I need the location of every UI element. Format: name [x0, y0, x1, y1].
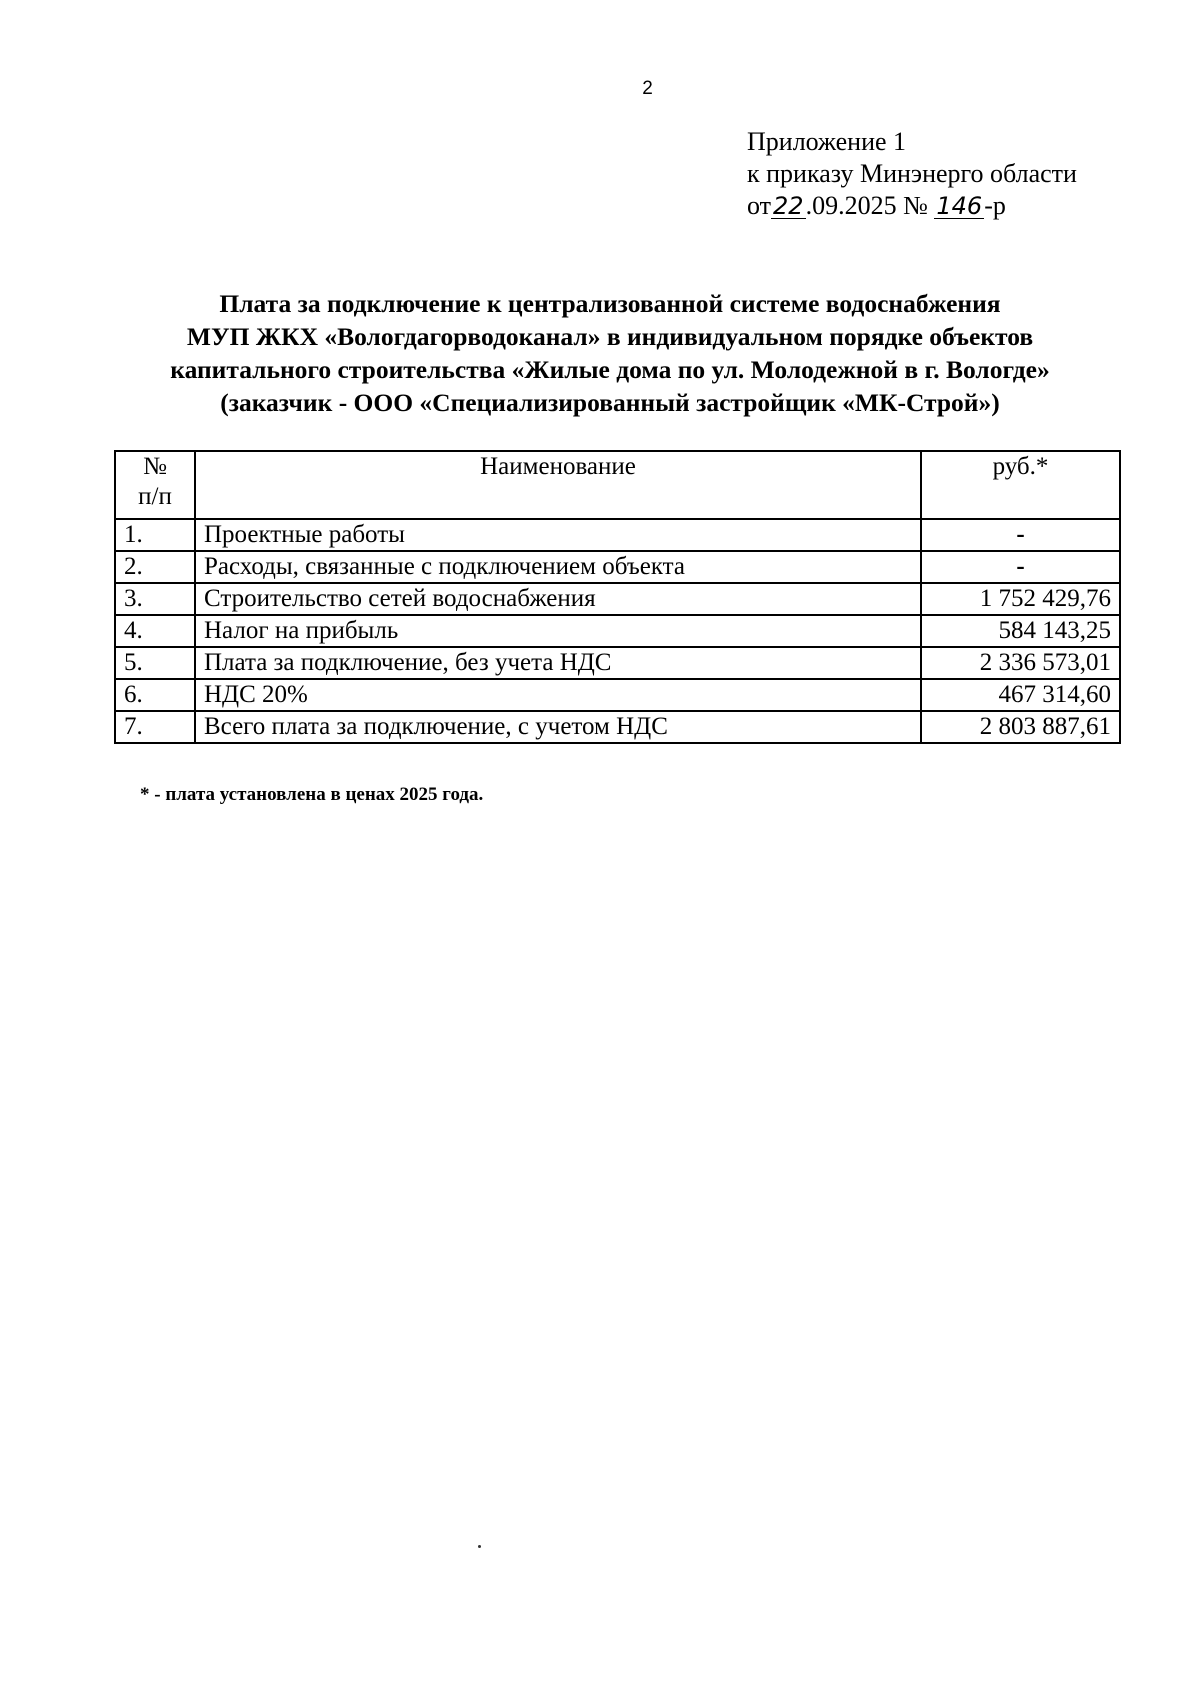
- scan-speck: [478, 1545, 481, 1548]
- table-header-row: [115, 451, 1120, 519]
- title-line-4: (заказчик - ООО «Специализированный застройщик «МК-Строй»): [220, 388, 1000, 417]
- row-name: Расходы, связанные с подключением объекта: [195, 551, 921, 583]
- footnote: * - плата установлена в ценах 2025 года.: [140, 784, 484, 805]
- title-line-3: капитального строительства «Жилые дома по ул. Молодежной в г. Вологде»: [170, 355, 1050, 384]
- table-row: [115, 551, 1120, 583]
- row-name: Налог на прибыль: [195, 615, 921, 647]
- header-number-pp: п/п: [138, 483, 172, 510]
- fee-table: [114, 450, 1121, 744]
- row-number: 5.: [115, 647, 195, 679]
- row-number: 4.: [115, 615, 195, 647]
- header-number-sign: №: [143, 453, 167, 480]
- row-number: 1.: [115, 519, 195, 551]
- header-amount: руб.*: [921, 451, 1120, 519]
- order-suffix: -р: [984, 191, 1006, 220]
- title-line-1: Плата за подключение к централизованной системе водоснабжения: [219, 289, 1001, 318]
- annex-order-reference: к приказу Минэнерго области: [747, 159, 1077, 188]
- row-amount: -: [921, 551, 1120, 583]
- row-amount: 2 803 887,61: [921, 711, 1120, 743]
- row-name: Плата за подключение, без учета НДС: [195, 647, 921, 679]
- row-number: 6.: [115, 679, 195, 711]
- row-amount: 1 752 429,76: [921, 583, 1120, 615]
- table-row: [115, 679, 1120, 711]
- annex-title: Приложение 1: [747, 127, 907, 156]
- page-number: 2: [642, 78, 653, 99]
- row-number: 3.: [115, 583, 195, 615]
- date-rest: .09.2025 №: [805, 191, 928, 220]
- header-name: Наименование: [195, 451, 921, 519]
- row-amount: -: [921, 519, 1120, 551]
- handwritten-day: 22: [773, 192, 804, 220]
- header-number: [115, 451, 195, 519]
- row-amount: 467 314,60: [921, 679, 1120, 711]
- date-prefix: от: [747, 191, 772, 220]
- annex-date-line: [747, 190, 1077, 222]
- table-row: [115, 519, 1120, 551]
- annex-header: [747, 126, 1077, 222]
- row-number: 2.: [115, 551, 195, 583]
- table-row: [115, 583, 1120, 615]
- row-name: НДС 20%: [195, 679, 921, 711]
- title-line-2: МУП ЖКХ «Вологдагорводоканал» в индивидуальном порядке объектов: [186, 322, 1034, 351]
- table-row: [115, 615, 1120, 647]
- row-name: Проектные работы: [195, 519, 921, 551]
- row-number: 7.: [115, 711, 195, 743]
- row-amount: 584 143,25: [921, 615, 1120, 647]
- table-row: [115, 711, 1120, 743]
- table-row: [115, 647, 1120, 679]
- handwritten-order-number: 146: [936, 192, 983, 220]
- row-name: Строительство сетей водоснабжения: [195, 583, 921, 615]
- document-title: [100, 287, 1120, 419]
- row-amount: 2 336 573,01: [921, 647, 1120, 679]
- row-name: Всего плата за подключение, с учетом НДС: [195, 711, 921, 743]
